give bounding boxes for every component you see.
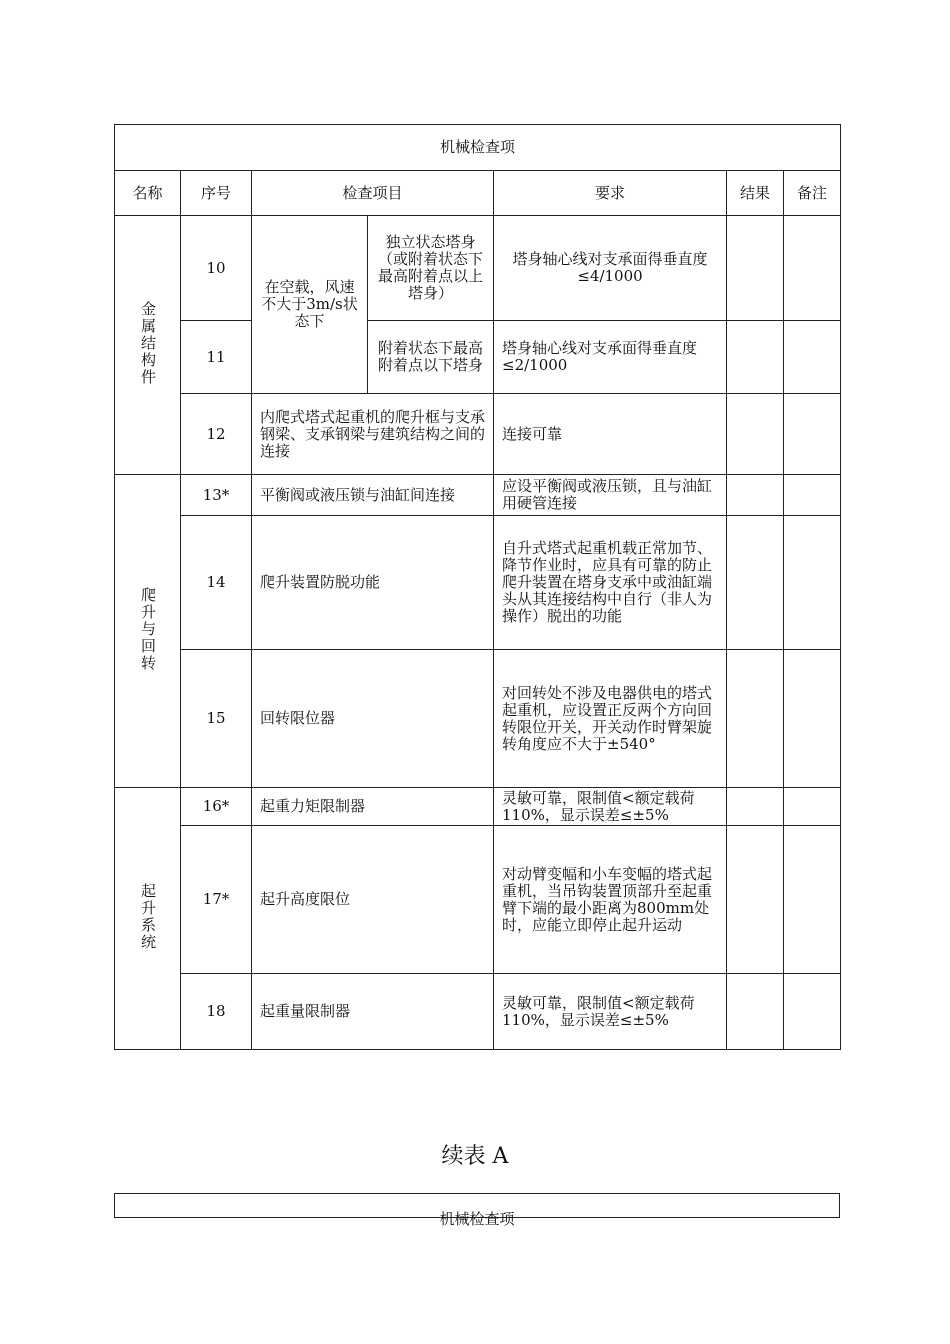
continuation-table (114, 1193, 840, 1228)
continuation-title: 续表 A (441, 1144, 509, 1169)
row-seq: 16* (181, 788, 252, 826)
row-result (727, 394, 784, 475)
row-note (784, 974, 841, 1050)
row-item: 平衡阀或液压锁与油缸间连接 (252, 475, 494, 516)
row-result (727, 475, 784, 516)
row-seq: 10 (181, 216, 252, 321)
row-seq: 17* (181, 826, 252, 974)
row-req: 对回转处不涉及电器供电的塔式起重机，应设置正反两个方向回转限位开关，开关动作时臂架旋转角度应不大于±540° (494, 650, 727, 788)
row-req: 塔身轴心线对支承面得垂直度≤4/1000 (494, 216, 727, 321)
row-seq: 12 (181, 394, 252, 475)
table-row (115, 475, 841, 516)
table-row (115, 650, 841, 788)
row-note (784, 650, 841, 788)
inspection-table (114, 124, 841, 1050)
group-name: 金属结构件 (115, 216, 181, 475)
row-seq: 11 (181, 321, 252, 394)
row-result (727, 321, 784, 394)
table-row (115, 826, 841, 974)
row-note (784, 321, 841, 394)
row-subitem: 独立状态塔身（或附着状态下最高附着点以上塔身） (368, 216, 494, 321)
row-seq: 14 (181, 516, 252, 650)
row-note (784, 826, 841, 974)
row-result (727, 650, 784, 788)
row-item: 爬升装置防脱功能 (252, 516, 494, 650)
row-req: 对动臂变幅和小车变幅的塔式起重机，当吊钩装置顶部升至起重臂下端的最小距离为800mm处时，应能立即停止起升运动 (494, 826, 727, 974)
table-row (115, 394, 841, 475)
continuation-table-title: 机械检查项 (439, 1210, 515, 1228)
row-req: 自升式塔式起重机载正常加节、降节作业时，应具有可靠的防止爬升装置在塔身支承中或油缸端头从其连接结构中自行（非人为操作）脱出的功能 (494, 516, 727, 650)
row-req: 灵敏可靠，限制值<额定载荷110%，显示误差≤±5% (494, 788, 727, 826)
row-note (784, 394, 841, 475)
row-item: 起重量限制器 (252, 974, 494, 1050)
row-note (784, 216, 841, 321)
table-row (115, 788, 841, 826)
row-seq: 15 (181, 650, 252, 788)
header-note: 备注 (784, 171, 841, 216)
row-item: 回转限位器 (252, 650, 494, 788)
header-req: 要求 (494, 171, 727, 216)
row-req: 灵敏可靠，限制值<额定载荷110%，显示误差≤±5% (494, 974, 727, 1050)
row-subitem: 附着状态下最高附着点以下塔身 (368, 321, 494, 394)
row-result (727, 516, 784, 650)
table-title: 机械检查项 (115, 125, 841, 171)
row-item: 在空载，风速不大于3m/s状态下 (252, 216, 368, 394)
row-note (784, 475, 841, 516)
header-row (115, 171, 841, 216)
row-seq: 13* (181, 475, 252, 516)
table-row (115, 321, 841, 394)
group-name: 爬升与回转 (115, 475, 181, 788)
header-item: 检查项目 (252, 171, 494, 216)
row-item: 起升高度限位 (252, 826, 494, 974)
group-name: 起升系统 (115, 788, 181, 1050)
table-row (115, 216, 841, 321)
row-result (727, 974, 784, 1050)
table-row (115, 974, 841, 1050)
row-note (784, 788, 841, 826)
row-req: 应设平衡阀或液压锁，且与油缸用硬管连接 (494, 475, 727, 516)
row-seq: 18 (181, 974, 252, 1050)
row-req: 连接可靠 (494, 394, 727, 475)
row-item: 起重力矩限制器 (252, 788, 494, 826)
row-note (784, 516, 841, 650)
header-result: 结果 (727, 171, 784, 216)
row-result (727, 826, 784, 974)
header-seq: 序号 (181, 171, 252, 216)
row-result (727, 216, 784, 321)
row-result (727, 788, 784, 826)
table-row (115, 516, 841, 650)
row-req: 塔身轴心线对支承面得垂直度≤2/1000 (494, 321, 727, 394)
header-name: 名称 (115, 171, 181, 216)
row-item: 内爬式塔式起重机的爬升框与支承钢梁、支承钢梁与建筑结构之间的连接 (252, 394, 494, 475)
